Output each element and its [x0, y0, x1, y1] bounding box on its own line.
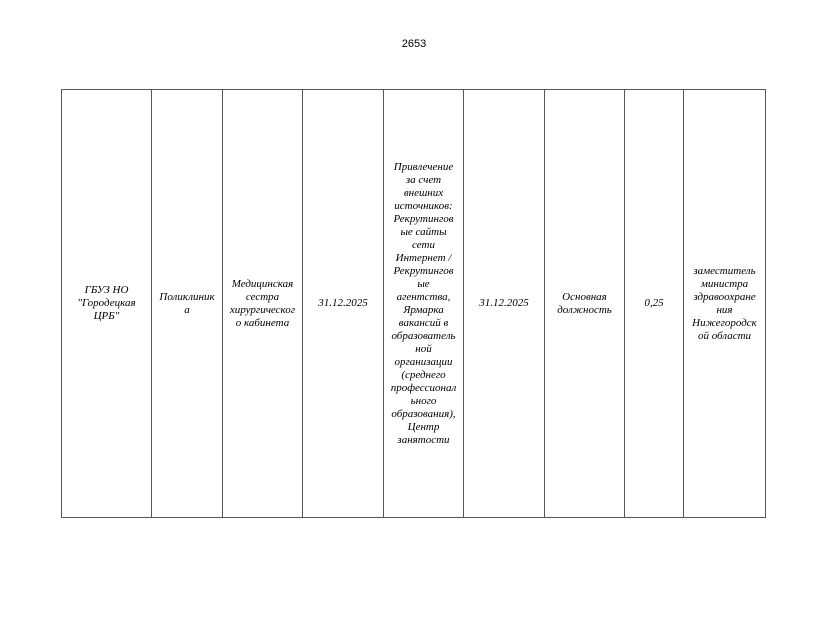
rate-text: 0,25: [644, 297, 664, 309]
cell-organization: [62, 90, 152, 518]
position-text: Медицинская сестра хирургическог о кабинета: [229, 277, 296, 329]
table-row: [62, 90, 766, 518]
responsible-text: заместитель министра здравоохране ния Нижегородск ой области: [692, 264, 757, 342]
date-1-text: 31.12.2025: [318, 297, 368, 309]
cell-date-1: [303, 90, 384, 518]
cell-employment-type: [545, 90, 625, 518]
cell-sources: [384, 90, 464, 518]
staffing-table: [61, 89, 766, 518]
organization-text: ГБУЗ НО "Городецкая ЦРБ": [77, 284, 136, 322]
cell-responsible: [684, 90, 766, 518]
employment-type-text: Основная должность: [557, 290, 612, 316]
cell-position: [223, 90, 303, 518]
department-text: Поликлиник а: [159, 290, 215, 316]
cell-department: [152, 90, 223, 518]
page-number: 2653: [401, 38, 427, 50]
cell-rate: [625, 90, 684, 518]
cell-date-2: [464, 90, 545, 518]
date-2-text: 31.12.2025: [479, 297, 529, 309]
sources-text: Привлечение за счет внешних источников: Рекрутингов ые сайты сети Интернет / Рекрутингов ые агентства, Ярмарка вакансий в образователь ной организации (среднего профессионал ьного образования), Центр занятости: [390, 160, 457, 446]
